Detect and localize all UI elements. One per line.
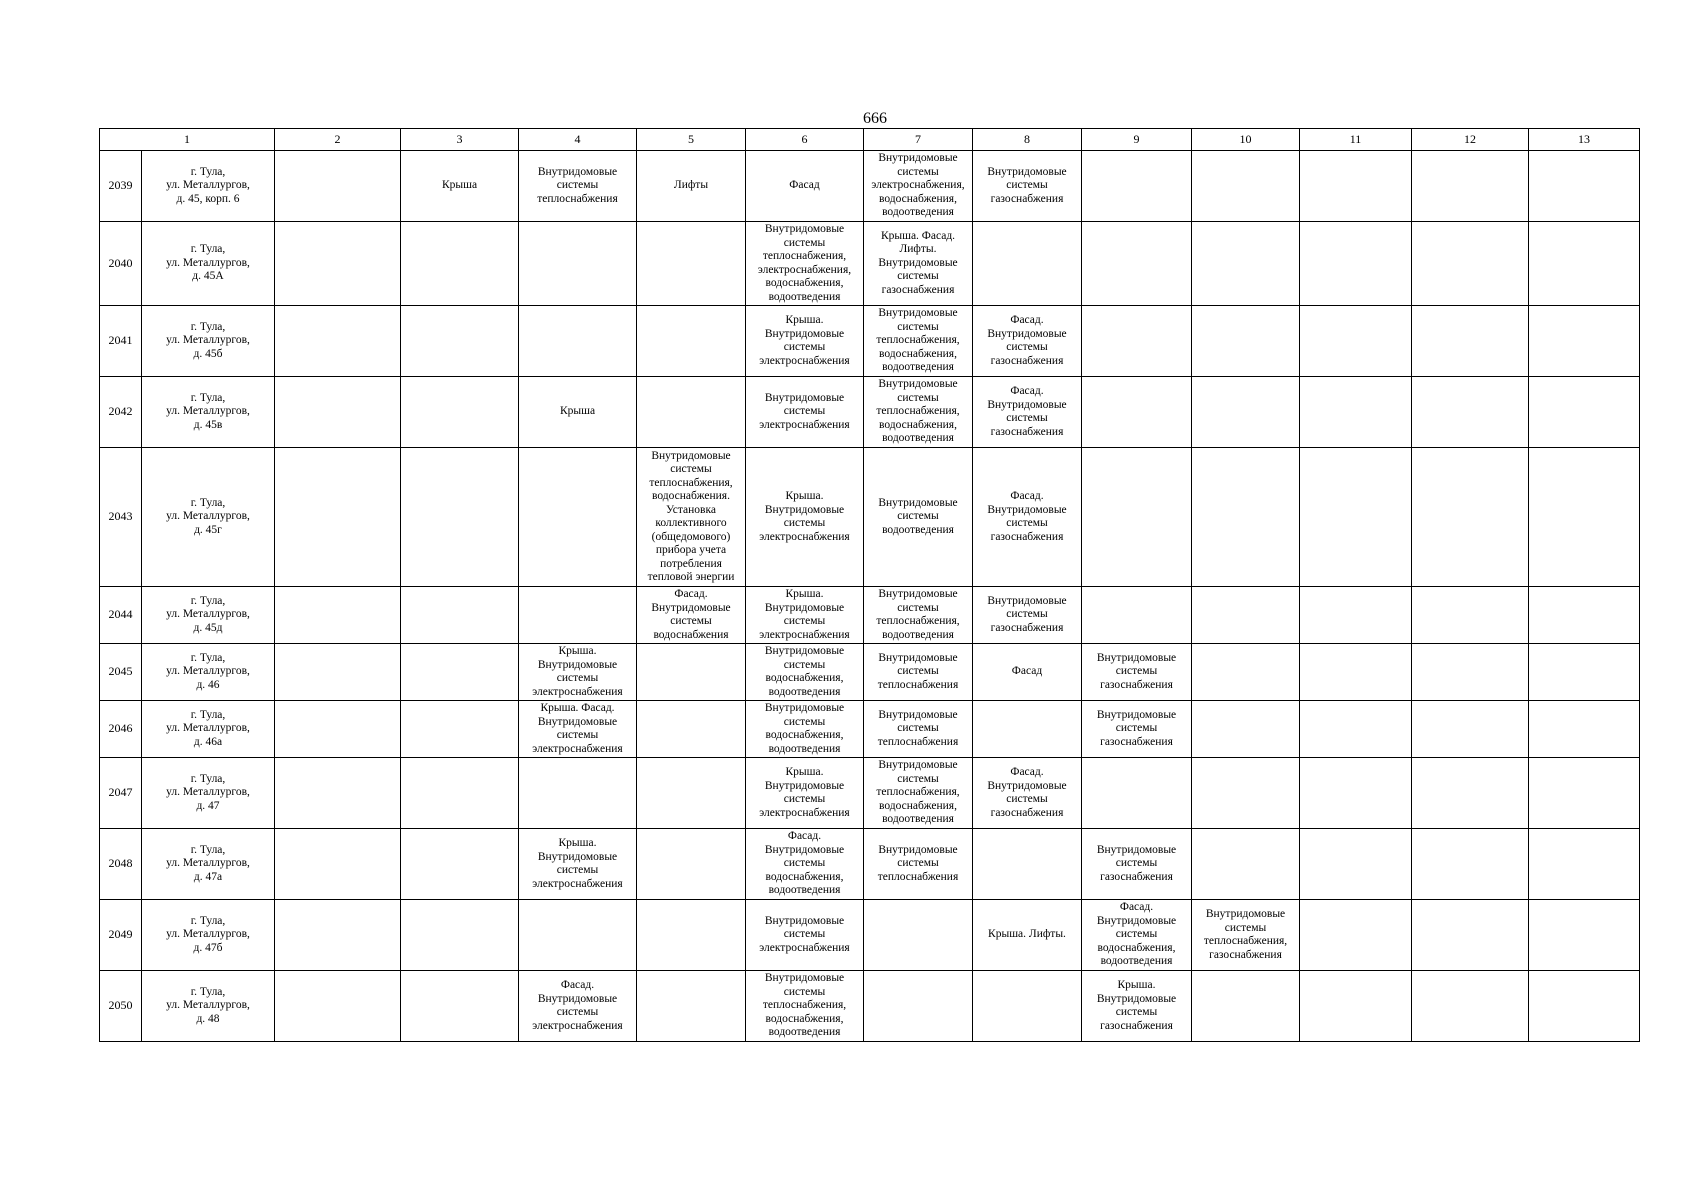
work-cell-col-8: Фасад. Внутридомовые системы газоснабжения [973, 306, 1082, 377]
work-cell-col-10 [1192, 222, 1300, 306]
work-cell-col-8: Внутридомовые системы газоснабжения [973, 151, 1082, 222]
work-cell-col-2 [275, 306, 401, 377]
work-cell-col-12 [1412, 758, 1529, 829]
work-cell-col-3 [401, 971, 519, 1042]
work-cell-col-10 [1192, 587, 1300, 644]
column-header: 11 [1300, 129, 1412, 151]
row-number: 2044 [100, 587, 142, 644]
work-cell-col-4 [519, 900, 637, 971]
table-row [100, 222, 1640, 306]
work-cell-col-9: Внутридомовые системы газоснабжения [1082, 644, 1192, 701]
work-cell-col-5 [637, 644, 746, 701]
row-number: 2049 [100, 900, 142, 971]
work-cell-col-7: Внутридомовые системы теплоснабжения, водоснабжения, водоотведения [864, 377, 973, 448]
work-cell-col-9 [1082, 758, 1192, 829]
work-cell-col-5: Лифты [637, 151, 746, 222]
work-cell-col-11 [1300, 587, 1412, 644]
address-cell: г. Тула, ул. Металлургов, д. 48 [142, 971, 275, 1042]
row-number: 2040 [100, 222, 142, 306]
work-cell-col-8: Крыша. Лифты. [973, 900, 1082, 971]
work-cell-col-3 [401, 587, 519, 644]
work-cell-col-7: Внутридомовые системы теплоснабжения, водоснабжения, водоотведения [864, 306, 973, 377]
work-cell-col-13 [1529, 644, 1640, 701]
work-cell-col-8: Внутридомовые системы газоснабжения [973, 587, 1082, 644]
row-number: 2039 [100, 151, 142, 222]
work-cell-col-10 [1192, 306, 1300, 377]
work-cell-col-3 [401, 829, 519, 900]
work-cell-col-4 [519, 587, 637, 644]
work-cell-col-5: Внутридомовые системы теплоснабжения, водоснабжения. Установка коллективного (общедомового) прибора учета потребления тепловой энергии [637, 448, 746, 587]
work-cell-col-3 [401, 701, 519, 758]
work-cell-col-2 [275, 151, 401, 222]
column-header: 9 [1082, 129, 1192, 151]
work-cell-col-11 [1300, 829, 1412, 900]
work-cell-col-5: Фасад. Внутридомовые системы водоснабжения [637, 587, 746, 644]
column-header: 3 [401, 129, 519, 151]
work-cell-col-3 [401, 758, 519, 829]
work-cell-col-5 [637, 971, 746, 1042]
work-cell-col-2 [275, 758, 401, 829]
work-cell-col-12 [1412, 222, 1529, 306]
work-cell-col-7 [864, 971, 973, 1042]
column-header: 7 [864, 129, 973, 151]
work-cell-col-2 [275, 377, 401, 448]
work-cell-col-4 [519, 222, 637, 306]
work-cell-col-2 [275, 448, 401, 587]
work-cell-col-10 [1192, 701, 1300, 758]
address-cell: г. Тула, ул. Металлургов, д. 45А [142, 222, 275, 306]
work-cell-col-9 [1082, 377, 1192, 448]
work-cell-col-6: Крыша. Внутридомовые системы электроснабжения [746, 448, 864, 587]
work-cell-col-12 [1412, 306, 1529, 377]
work-cell-col-10 [1192, 644, 1300, 701]
work-cell-col-11 [1300, 222, 1412, 306]
work-cell-col-6: Внутридомовые системы электроснабжения [746, 377, 864, 448]
column-header: 5 [637, 129, 746, 151]
work-cell-col-4: Крыша. Внутридомовые системы электроснабжения [519, 644, 637, 701]
work-cell-col-6: Внутридомовые системы теплоснабжения, электроснабжения, водоснабжения, водоотведения [746, 222, 864, 306]
work-cell-col-2 [275, 644, 401, 701]
table-row [100, 587, 1640, 644]
work-cell-col-12 [1412, 900, 1529, 971]
work-cell-col-4: Крыша. Фасад. Внутридомовые системы электроснабжения [519, 701, 637, 758]
table-row [100, 971, 1640, 1042]
work-cell-col-10 [1192, 151, 1300, 222]
work-cell-col-12 [1412, 151, 1529, 222]
work-cell-col-6: Внутридомовые системы теплоснабжения, водоснабжения, водоотведения [746, 971, 864, 1042]
work-cell-col-8 [973, 829, 1082, 900]
work-cell-col-9 [1082, 306, 1192, 377]
work-cell-col-7: Внутридомовые системы теплоснабжения [864, 644, 973, 701]
work-cell-col-7: Внутридомовые системы теплоснабжения, водоотведения [864, 587, 973, 644]
work-cell-col-5 [637, 701, 746, 758]
work-cell-col-9: Внутридомовые системы газоснабжения [1082, 701, 1192, 758]
work-cell-col-5 [637, 306, 746, 377]
work-cell-col-8 [973, 701, 1082, 758]
work-cell-col-13 [1529, 971, 1640, 1042]
work-cell-col-10 [1192, 971, 1300, 1042]
work-cell-col-8: Фасад. Внутридомовые системы газоснабжения [973, 758, 1082, 829]
row-number: 2050 [100, 971, 142, 1042]
work-cell-col-8: Фасад [973, 644, 1082, 701]
address-cell: г. Тула, ул. Металлургов, д. 45б [142, 306, 275, 377]
column-header: 13 [1529, 129, 1640, 151]
row-number: 2043 [100, 448, 142, 587]
row-number: 2041 [100, 306, 142, 377]
address-cell: г. Тула, ул. Металлургов, д. 45, корп. 6 [142, 151, 275, 222]
work-cell-col-13 [1529, 222, 1640, 306]
address-cell: г. Тула, ул. Металлургов, д. 47б [142, 900, 275, 971]
column-number-row [100, 129, 1640, 151]
work-cell-col-11 [1300, 306, 1412, 377]
work-cell-col-6: Фасад. Внутридомовые системы водоснабжения, водоотведения [746, 829, 864, 900]
work-cell-col-13 [1529, 587, 1640, 644]
work-cell-col-5 [637, 222, 746, 306]
work-cell-col-11 [1300, 448, 1412, 587]
work-cell-col-6: Крыша. Внутридомовые системы электроснабжения [746, 587, 864, 644]
work-cell-col-13 [1529, 151, 1640, 222]
address-cell: г. Тула, ул. Металлургов, д. 45г [142, 448, 275, 587]
work-cell-col-12 [1412, 829, 1529, 900]
work-cell-col-8: Фасад. Внутридомовые системы газоснабжения [973, 448, 1082, 587]
row-number: 2047 [100, 758, 142, 829]
work-cell-col-4: Крыша [519, 377, 637, 448]
address-cell: г. Тула, ул. Металлургов, д. 45д [142, 587, 275, 644]
work-cell-col-8: Фасад. Внутридомовые системы газоснабжения [973, 377, 1082, 448]
work-cell-col-11 [1300, 971, 1412, 1042]
work-cell-col-7: Внутридомовые системы теплоснабжения [864, 829, 973, 900]
address-cell: г. Тула, ул. Металлургов, д. 46а [142, 701, 275, 758]
address-cell: г. Тула, ул. Металлургов, д. 45в [142, 377, 275, 448]
work-cell-col-4 [519, 448, 637, 587]
table-row [100, 306, 1640, 377]
work-cell-col-10 [1192, 377, 1300, 448]
work-cell-col-5 [637, 758, 746, 829]
work-cell-col-13 [1529, 758, 1640, 829]
work-cell-col-4: Фасад. Внутридомовые системы электроснабжения [519, 971, 637, 1042]
table-row [100, 758, 1640, 829]
work-cell-col-13 [1529, 448, 1640, 587]
work-cell-col-9 [1082, 222, 1192, 306]
column-header: 12 [1412, 129, 1529, 151]
work-cell-col-10: Внутридомовые системы теплоснабжения, газоснабжения [1192, 900, 1300, 971]
column-header: 6 [746, 129, 864, 151]
row-number: 2046 [100, 701, 142, 758]
work-cell-col-2 [275, 971, 401, 1042]
work-cell-col-9 [1082, 587, 1192, 644]
work-cell-col-8 [973, 971, 1082, 1042]
table-row [100, 701, 1640, 758]
work-cell-col-13 [1529, 306, 1640, 377]
work-cell-col-7: Внутридомовые системы электроснабжения, водоснабжения, водоотведения [864, 151, 973, 222]
work-cell-col-4: Внутридомовые системы теплоснабжения [519, 151, 637, 222]
column-header: 8 [973, 129, 1082, 151]
work-cell-col-7: Внутридомовые системы теплоснабжения, водоснабжения, водоотведения [864, 758, 973, 829]
row-number: 2042 [100, 377, 142, 448]
work-cell-col-13 [1529, 829, 1640, 900]
work-cell-col-5 [637, 900, 746, 971]
address-cell: г. Тула, ул. Металлургов, д. 47а [142, 829, 275, 900]
work-cell-col-12 [1412, 644, 1529, 701]
work-cell-col-8 [973, 222, 1082, 306]
work-cell-col-12 [1412, 971, 1529, 1042]
work-cell-col-11 [1300, 701, 1412, 758]
work-cell-col-9 [1082, 448, 1192, 587]
table-row [100, 448, 1640, 587]
column-header: 4 [519, 129, 637, 151]
table-row [100, 829, 1640, 900]
work-cell-col-2 [275, 587, 401, 644]
work-cell-col-12 [1412, 701, 1529, 758]
work-cell-col-2 [275, 222, 401, 306]
table-row [100, 377, 1640, 448]
work-cell-col-12 [1412, 587, 1529, 644]
work-cell-col-3 [401, 644, 519, 701]
work-cell-col-11 [1300, 151, 1412, 222]
work-cell-col-7: Крыша. Фасад. Лифты. Внутридомовые системы газоснабжения [864, 222, 973, 306]
work-cell-col-13 [1529, 701, 1640, 758]
page-number: 666 [863, 110, 887, 127]
work-cell-col-3: Крыша [401, 151, 519, 222]
work-cell-col-11 [1300, 644, 1412, 701]
work-cell-col-6: Фасад [746, 151, 864, 222]
work-cell-col-2 [275, 701, 401, 758]
row-number: 2048 [100, 829, 142, 900]
table-row [100, 900, 1640, 971]
column-header: 1 [100, 129, 275, 151]
work-cell-col-9 [1082, 151, 1192, 222]
work-cell-col-6: Внутридомовые системы водоснабжения, водоотведения [746, 644, 864, 701]
work-cell-col-10 [1192, 758, 1300, 829]
work-cell-col-4 [519, 758, 637, 829]
work-cell-col-4: Крыша. Внутридомовые системы электроснабжения [519, 829, 637, 900]
work-cell-col-10 [1192, 448, 1300, 587]
work-cell-col-11 [1300, 377, 1412, 448]
work-cell-col-5 [637, 829, 746, 900]
work-cell-col-3 [401, 222, 519, 306]
column-header: 10 [1192, 129, 1300, 151]
work-cell-col-4 [519, 306, 637, 377]
work-cell-col-3 [401, 448, 519, 587]
work-cell-col-6: Внутридомовые системы электроснабжения [746, 900, 864, 971]
address-cell: г. Тула, ул. Металлургов, д. 46 [142, 644, 275, 701]
work-cell-col-10 [1192, 829, 1300, 900]
column-header: 2 [275, 129, 401, 151]
work-cell-col-6: Крыша. Внутридомовые системы электроснабжения [746, 758, 864, 829]
work-cell-col-7: Внутридомовые системы водоотведения [864, 448, 973, 587]
work-cell-col-12 [1412, 377, 1529, 448]
work-cell-col-6: Крыша. Внутридомовые системы электроснабжения [746, 306, 864, 377]
work-cell-col-12 [1412, 448, 1529, 587]
work-cell-col-6: Внутридомовые системы водоснабжения, водоотведения [746, 701, 864, 758]
work-cell-col-2 [275, 900, 401, 971]
work-cell-col-9: Внутридомовые системы газоснабжения [1082, 829, 1192, 900]
work-cell-col-11 [1300, 758, 1412, 829]
repair-schedule-table [99, 128, 1640, 1042]
address-cell: г. Тула, ул. Металлургов, д. 47 [142, 758, 275, 829]
work-cell-col-3 [401, 306, 519, 377]
table-row [100, 151, 1640, 222]
work-cell-col-3 [401, 377, 519, 448]
work-cell-col-2 [275, 829, 401, 900]
work-cell-col-7: Внутридомовые системы теплоснабжения [864, 701, 973, 758]
work-cell-col-11 [1300, 900, 1412, 971]
work-cell-col-13 [1529, 377, 1640, 448]
work-cell-col-3 [401, 900, 519, 971]
row-number: 2045 [100, 644, 142, 701]
work-cell-col-9: Фасад. Внутридомовые системы водоснабжения, водоотведения [1082, 900, 1192, 971]
work-cell-col-13 [1529, 900, 1640, 971]
work-cell-col-5 [637, 377, 746, 448]
work-cell-col-7 [864, 900, 973, 971]
work-cell-col-9: Крыша. Внутридомовые системы газоснабжения [1082, 971, 1192, 1042]
table-row [100, 644, 1640, 701]
